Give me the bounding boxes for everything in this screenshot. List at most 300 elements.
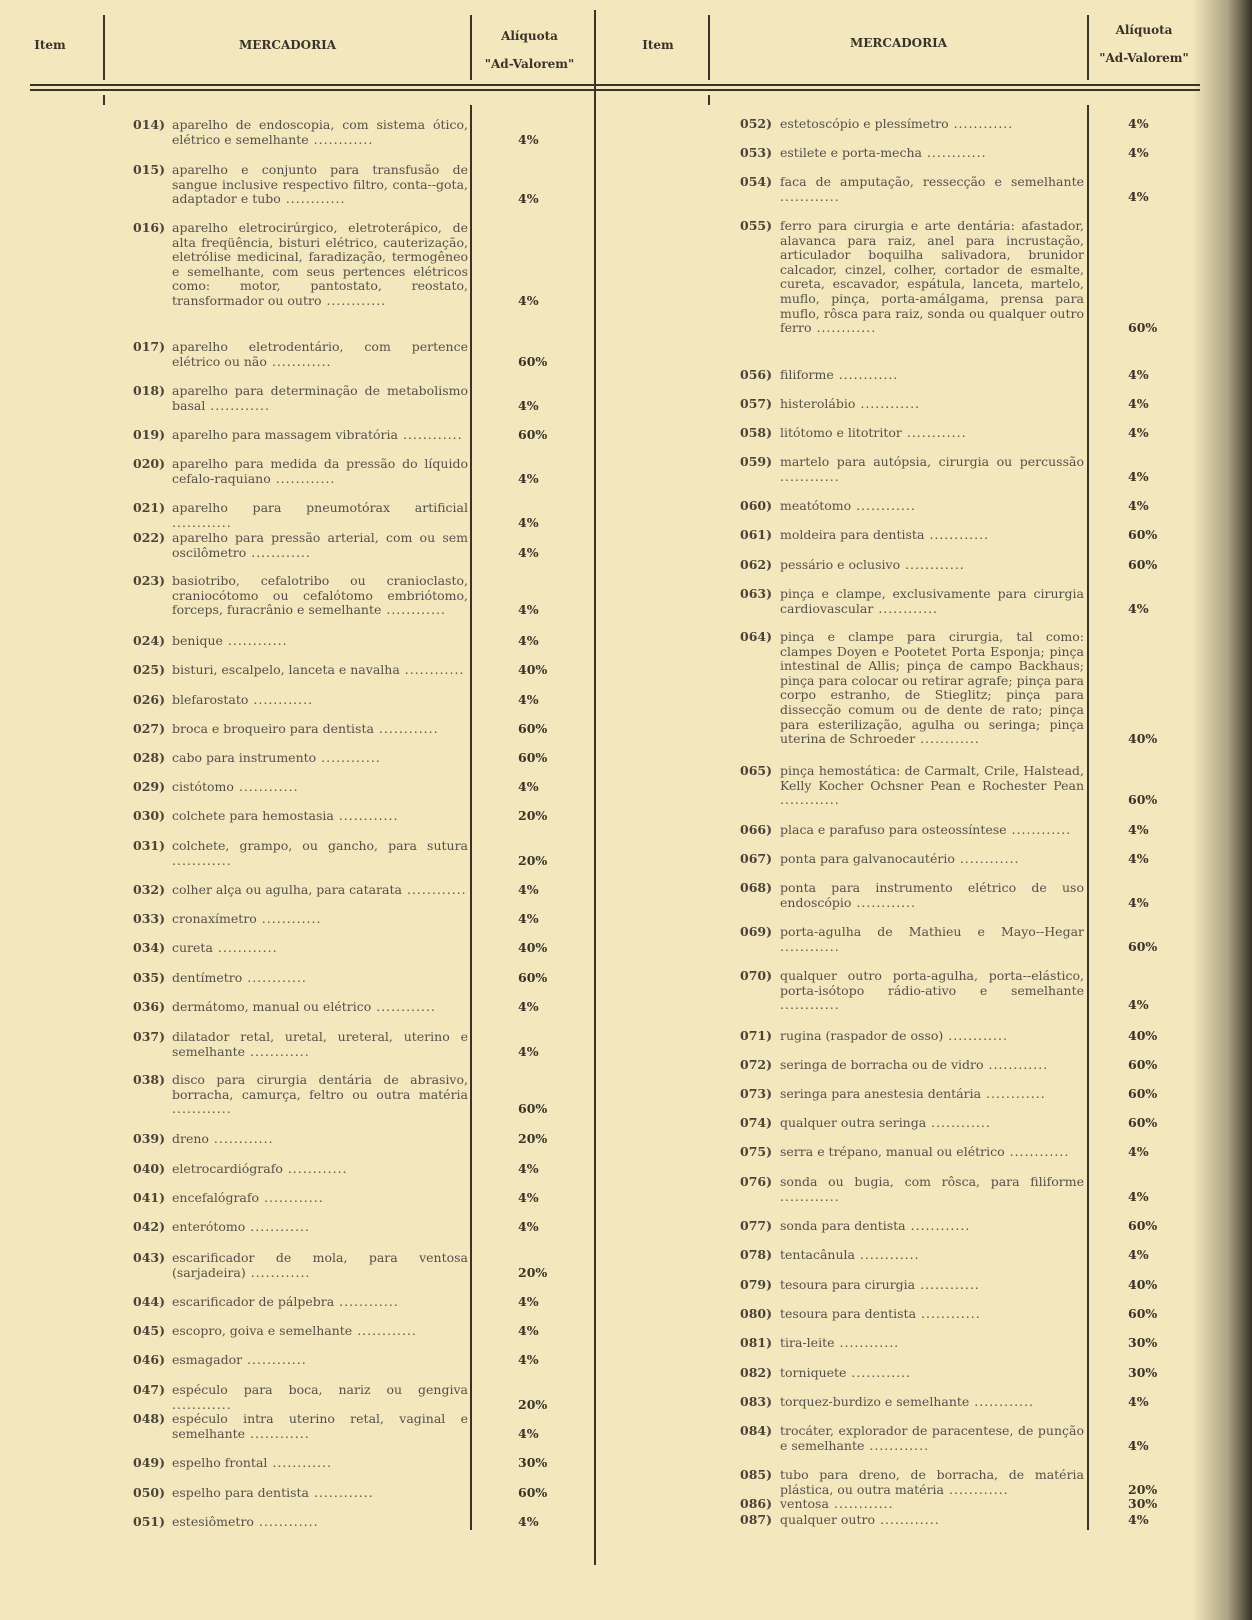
table-row (740, 1219, 1178, 1234)
item-description: cureta ..... (172, 941, 468, 956)
item-description: porta-agulha de Mathieu e Mayo--Hegar ..... (780, 925, 1084, 954)
item-description: basiotribo, cefalotribo ou cranioclasto, craniocótomo ou cefalótomo embriótomo, forceps, furacrânio e semelhante ..... (172, 574, 468, 618)
item-rate: 20% (518, 1264, 548, 1280)
item-number: 068) (740, 880, 773, 895)
item-description: broca e broqueiro para dentista ..... (172, 722, 468, 737)
item-rate: 20% (518, 808, 548, 823)
item-description: escopro, goiva e semelhante ..... (172, 1324, 468, 1339)
item-rate: 40% (1128, 1277, 1158, 1292)
table-row (740, 219, 1178, 336)
item-description: estetoscópio e plessímetro ..... (780, 117, 1084, 132)
table-row (740, 823, 1178, 838)
item-number: 028) (133, 750, 166, 765)
table-row (740, 1175, 1178, 1204)
item-description: estesiômetro ..... (172, 1515, 468, 1530)
table-row (133, 384, 568, 413)
item-description: esmagador ..... (172, 1353, 468, 1368)
item-number: 085) (740, 1467, 773, 1482)
item-number: 047) (133, 1382, 166, 1397)
table-row (133, 1412, 568, 1441)
item-number: 041) (133, 1190, 166, 1205)
item-description: aparelho eletrodentário, com pertence elétrico ou não ..... (172, 340, 468, 369)
table-row (740, 499, 1178, 514)
item-number: 025) (133, 662, 166, 677)
item-description: ponta para galvanocautério ..... (780, 852, 1084, 867)
item-number: 046) (133, 1352, 166, 1367)
item-description: colchete para hemostasia ..... (172, 809, 468, 824)
item-description: espelho frontal ..... (172, 1456, 468, 1471)
table-row (740, 925, 1178, 954)
table-row (133, 1030, 568, 1059)
item-number: 036) (133, 999, 166, 1014)
item-rate: 60% (518, 970, 548, 985)
table-row (133, 531, 568, 560)
item-number: 064) (740, 629, 773, 644)
item-description: martelo para autópsia, cirurgia ou percussão ..... (780, 455, 1084, 484)
item-rate: 4% (518, 1294, 539, 1309)
table-row (740, 1513, 1178, 1528)
item-number: 027) (133, 721, 166, 736)
item-number: 060) (740, 498, 773, 513)
item-description: pinça e clampe, exclusivamente para cirurgia cardiovascular ..... (780, 587, 1084, 616)
table-row (133, 1353, 568, 1368)
item-description: aparelho para medida da pressão do líquido cefalo-raquiano ..... (172, 457, 468, 486)
table-row (740, 528, 1178, 543)
table-row (740, 1366, 1178, 1381)
header-aliquota (472, 22, 587, 78)
item-description: serra e trépano, manual ou elétrico ..... (780, 1145, 1084, 1160)
item-rate: 4% (518, 1425, 539, 1441)
item-rate: 4% (518, 191, 539, 207)
item-number: 062) (740, 557, 773, 572)
table-row (740, 1087, 1178, 1102)
item-description: estilete e porta-mecha ..... (780, 146, 1084, 161)
item-rate: 20% (518, 852, 548, 868)
item-description: seringa de borracha ou de vidro ..... (780, 1058, 1084, 1073)
item-rate: 4% (1128, 1247, 1149, 1262)
table-row (740, 426, 1178, 441)
item-rate: 4% (518, 692, 539, 707)
item-rate: 4% (518, 1352, 539, 1367)
item-description: aparelho para determinação de metabolismo basal ..... (172, 384, 468, 413)
item-number: 074) (740, 1115, 773, 1130)
item-number: 018) (133, 383, 166, 398)
item-rate: 4% (518, 1514, 539, 1529)
table-row (133, 221, 568, 309)
item-number: 079) (740, 1277, 773, 1292)
item-description: aparelho e conjunto para transfusão de sangue inclusive respectivo filtro, conta--gota, adaptador e tubo ..... (172, 163, 468, 207)
item-rate: 60% (1128, 1086, 1158, 1101)
item-rate: 4% (518, 999, 539, 1014)
item-number: 080) (740, 1306, 773, 1321)
item-number: 077) (740, 1218, 773, 1233)
item-description: histerolábio ..... (780, 397, 1084, 412)
table-row (133, 428, 568, 443)
item-number: 040) (133, 1161, 166, 1176)
item-number: 024) (133, 633, 166, 648)
item-rate: 40% (1128, 1028, 1158, 1043)
item-rate: 4% (1128, 1437, 1149, 1453)
item-number: 063) (740, 586, 773, 601)
item-rate: 60% (1128, 1115, 1158, 1130)
item-description: qualquer outro ..... (780, 1513, 1084, 1528)
table-row (740, 852, 1178, 867)
table-row (740, 368, 1178, 383)
table-row (133, 1000, 568, 1015)
item-rate: 4% (1128, 188, 1149, 204)
item-number: 059) (740, 454, 773, 469)
item-number: 045) (133, 1323, 166, 1338)
table-row (133, 501, 568, 530)
item-rate: 60% (1128, 557, 1158, 572)
item-description: encefalógrafo ..... (172, 1191, 468, 1206)
item-number: 050) (133, 1485, 166, 1500)
item-number: 055) (740, 218, 773, 233)
item-description: cronaxímetro ..... (172, 912, 468, 927)
item-number: 071) (740, 1028, 773, 1043)
item-description: ferro para cirurgia e arte dentária: afastador, alavanca para raiz, anel para incrustação, articulador boquilha salivadora, brunidor calcador, cinzel, colher, cortador de esmalte, cureta, escavador, espátula, lanceta, martelo, muflo, pinça, porta-amálgama, prensa para muflo, rôsca para raiz, sonda ou qualquer outro ferro ..... (780, 219, 1084, 336)
item-number: 049) (133, 1455, 166, 1470)
item-rate: 4% (1128, 145, 1149, 160)
table-row (740, 1029, 1178, 1044)
item-rate: 4% (1128, 367, 1149, 382)
table-row (133, 1162, 568, 1177)
column-divider (708, 95, 710, 105)
table-row (133, 634, 568, 649)
item-number: 037) (133, 1029, 166, 1044)
item-rate: 60% (518, 427, 548, 442)
item-number: 023) (133, 573, 166, 588)
item-rate: 4% (1128, 822, 1149, 837)
table-row (740, 146, 1178, 161)
item-rate: 4% (518, 514, 539, 530)
table-row (133, 1324, 568, 1339)
item-number: 057) (740, 396, 773, 411)
item-description: aparelho de endoscopia, com sistema ótico, elétrico e semelhante ..... (172, 118, 468, 147)
item-rate: 4% (518, 911, 539, 926)
table-row (740, 1395, 1178, 1410)
item-number: 065) (740, 763, 773, 778)
item-description: tira-leite ..... (780, 1336, 1084, 1351)
header-rule (30, 84, 1200, 86)
item-description: escarificador de mola, para ventosa (sarjadeira) ..... (172, 1251, 468, 1280)
table-row (133, 163, 568, 207)
item-rate: 4% (518, 1161, 539, 1176)
table-row (740, 1058, 1178, 1073)
item-number: 052) (740, 116, 773, 131)
item-rate: 4% (1128, 468, 1149, 484)
table-row (133, 1515, 568, 1530)
table-row (740, 764, 1178, 808)
item-number: 072) (740, 1057, 773, 1072)
item-description: bisturi, escalpelo, lanceta e navalha ..... (172, 663, 468, 678)
table-row (740, 587, 1178, 616)
table-row (740, 1336, 1178, 1351)
item-rate: 4% (1128, 997, 1149, 1013)
item-description: dentímetro ..... (172, 971, 468, 986)
table-row (133, 1486, 568, 1501)
item-rate: 30% (1128, 1335, 1158, 1350)
table-row (740, 630, 1178, 747)
item-description: colchete, grampo, ou gancho, para sutura ..... (172, 839, 468, 868)
table-row (133, 941, 568, 956)
table-row (133, 574, 568, 618)
item-number: 035) (133, 970, 166, 985)
item-rate: 4% (518, 1219, 539, 1234)
item-rate: 4% (518, 544, 539, 560)
item-number: 021) (133, 500, 166, 515)
item-rate: 60% (1128, 1218, 1158, 1233)
item-number: 017) (133, 339, 166, 354)
item-description: pinça e clampe para cirurgia, tal como: clampes Doyen e Pootetet Porta Esponja; pinça intestinal de Allis; pinça de campo Backhaus; pinça para colocar ou retirar agrafe; pinça para corpo estranho, de Stieglitz; pinça para dissecção comum ou de dente de rato; pinça para esterilização, agulha ou seringa; pinça uterina de Schroeder ..... (780, 630, 1084, 747)
item-description: ponta para instrumento elétrico de uso endoscópio ..... (780, 881, 1084, 910)
item-number: 029) (133, 779, 166, 794)
item-number: 053) (740, 145, 773, 160)
item-rate: 4% (518, 779, 539, 794)
item-number: 075) (740, 1144, 773, 1159)
item-rate: 60% (1128, 1306, 1158, 1321)
table-row (740, 1307, 1178, 1322)
item-number: 014) (133, 117, 166, 132)
item-number: 058) (740, 425, 773, 440)
item-description: pessário e oclusivo ..... (780, 558, 1084, 573)
table-row (133, 1073, 568, 1117)
item-description: seringa para anestesia dentária ..... (780, 1087, 1084, 1102)
item-number: 070) (740, 968, 773, 983)
item-number: 016) (133, 220, 166, 235)
item-number: 048) (133, 1411, 166, 1426)
item-rate: 4% (518, 1323, 539, 1338)
item-number: 069) (740, 924, 773, 939)
table-row (133, 780, 568, 795)
table-row (133, 693, 568, 708)
item-rate: 60% (518, 1485, 548, 1500)
column-divider (103, 95, 105, 105)
item-description: espéculo intra uterino retal, vaginal e semelhante ..... (172, 1412, 468, 1441)
item-description: meatótomo ..... (780, 499, 1084, 514)
item-rate: 60% (1128, 938, 1158, 954)
item-number: 082) (740, 1365, 773, 1380)
item-description: qualquer outra seringa ..... (780, 1116, 1084, 1131)
item-number: 020) (133, 456, 166, 471)
item-rate: 30% (518, 1455, 548, 1470)
item-description: filiforme ..... (780, 368, 1084, 383)
table-row (740, 397, 1178, 412)
header-aliquota-line1: Alíquota (1115, 23, 1173, 37)
item-description: aparelho eletrocirúrgico, eletroterápico, de alta freqüência, bisturi elétrico, cauterização, eletrólise medicinal, faradização, termogêneo e semelhante, com seus pertences elétricos como: motor, pantostato, reostato, transformador ou outro ..... (172, 221, 468, 309)
item-description: aparelho para pneumotórax artificial ..... (172, 501, 468, 530)
item-description: tesoura para cirurgia ..... (780, 1278, 1084, 1293)
table-row (133, 722, 568, 737)
item-description: torquez-burdizo e semelhante ..... (780, 1395, 1084, 1410)
item-number: 042) (133, 1219, 166, 1234)
item-rate: 40% (518, 940, 548, 955)
header-aliquota-line1: Alíquota (501, 29, 558, 43)
item-number: 043) (133, 1250, 166, 1265)
header-rule (30, 89, 1200, 91)
item-rate: 4% (1128, 600, 1149, 616)
table-row (740, 1424, 1178, 1453)
table-row (740, 1145, 1178, 1160)
item-description: rugina (raspador de osso) ..... (780, 1029, 1084, 1044)
item-description: colher alça ou agulha, para catarata ..... (172, 883, 468, 898)
item-rate: 60% (518, 721, 548, 736)
item-rate: 4% (1128, 498, 1149, 513)
item-number: 051) (133, 1514, 166, 1529)
table-row (133, 1295, 568, 1310)
table-row (133, 340, 568, 369)
item-number: 038) (133, 1072, 166, 1087)
table-row (740, 1278, 1178, 1293)
item-number: 056) (740, 367, 773, 382)
item-number: 066) (740, 822, 773, 837)
table-row (740, 1116, 1178, 1131)
item-description: tesoura para dentista ..... (780, 1307, 1084, 1322)
item-number: 039) (133, 1131, 166, 1146)
item-rate: 4% (1128, 894, 1149, 910)
item-rate: 4% (1128, 425, 1149, 440)
item-description: aparelho para massagem vibratória ..... (172, 428, 468, 443)
item-rate: 4% (1128, 1188, 1149, 1204)
item-description: disco para cirurgia dentária de abrasivo, borracha, camurça, feltro ou outra matéria ..... (172, 1073, 468, 1117)
item-rate: 60% (1128, 792, 1158, 808)
item-rate: 40% (518, 662, 548, 677)
table-row (133, 1132, 568, 1147)
item-rate: 4% (1128, 1144, 1149, 1159)
item-number: 019) (133, 427, 166, 442)
table-row (133, 839, 568, 868)
item-number: 084) (740, 1423, 773, 1438)
item-rate: 4% (1128, 851, 1149, 866)
table-row (133, 883, 568, 898)
item-description: trocáter, explorador de paracentese, de punção e semelhante ..... (780, 1424, 1084, 1453)
table-row (740, 117, 1178, 132)
item-description: espelho para dentista ..... (172, 1486, 468, 1501)
table-row (133, 912, 568, 927)
table-row (740, 175, 1178, 204)
table-row (133, 457, 568, 486)
item-number: 081) (740, 1335, 773, 1350)
item-description: qualquer outro porta-agulha, porta--elástico, porta-isótopo rádio-ativo e semelhante ..... (780, 969, 1084, 1013)
item-number: 054) (740, 174, 773, 189)
item-rate: 20% (518, 1131, 548, 1146)
item-rate: 30% (1128, 1365, 1158, 1380)
table-row (740, 1497, 1178, 1512)
item-description: espéculo para boca, nariz ou gengiva ..... (172, 1383, 468, 1412)
header-item: Item (642, 38, 674, 52)
item-rate: 4% (518, 1043, 539, 1059)
item-rate: 4% (1128, 116, 1149, 131)
table-row (133, 663, 568, 678)
item-number: 034) (133, 940, 166, 955)
item-rate: 40% (1128, 731, 1158, 747)
item-number: 033) (133, 911, 166, 926)
item-rate: 20% (1128, 1481, 1158, 1497)
item-description: escarificador de pálpebra ..... (172, 1295, 468, 1310)
item-description: faca de amputação, ressecção e semelhante ..... (780, 175, 1084, 204)
item-rate: 4% (518, 602, 539, 618)
item-rate: 4% (1128, 1512, 1149, 1527)
header-mercadoria: MERCADORIA (238, 38, 337, 52)
table-row (740, 881, 1178, 910)
item-rate: 4% (518, 1190, 539, 1205)
header-aliquota-line2: "Ad-Valorem" (1099, 51, 1189, 65)
item-rate: 4% (518, 882, 539, 897)
item-description: pinça hemostática: de Carmalt, Crile, Halstead, Kelly Kocher Ochsner Pean e Rochester Pean ..... (780, 764, 1084, 808)
item-rate: 4% (518, 131, 539, 147)
item-rate: 60% (518, 750, 548, 765)
table-row (133, 118, 568, 147)
item-number: 078) (740, 1247, 773, 1262)
item-number: 087) (740, 1512, 773, 1527)
item-rate: 4% (518, 470, 539, 486)
item-description: cistótomo ..... (172, 780, 468, 795)
item-rate: 4% (518, 292, 539, 308)
item-rate: 4% (518, 397, 539, 413)
table-row (740, 1468, 1178, 1497)
item-rate: 20% (518, 1396, 548, 1412)
item-description: enterótomo ..... (172, 1220, 468, 1235)
header-aliquota-line2: "Ad-Valorem" (484, 57, 575, 71)
item-description: litótomo e litotritor ..... (780, 426, 1084, 441)
item-rate: 30% (1128, 1496, 1158, 1511)
item-description: moldeira para dentista ..... (780, 528, 1084, 543)
item-description: cabo para instrumento ..... (172, 751, 468, 766)
table-row (133, 809, 568, 824)
item-description: sonda ou bugia, com rôsca, para filiforme ..... (780, 1175, 1084, 1204)
item-description: torniquete ..... (780, 1366, 1084, 1381)
item-number: 073) (740, 1086, 773, 1101)
table-row (133, 1383, 568, 1412)
item-rate: 60% (1128, 320, 1158, 336)
item-description: dermátomo, manual ou elétrico ..... (172, 1000, 468, 1015)
item-rate: 60% (518, 353, 548, 369)
item-number: 032) (133, 882, 166, 897)
item-description: tubo para dreno, de borracha, de matéria plástica, ou outra matéria ..... (780, 1468, 1084, 1497)
item-description: sonda para dentista ..... (780, 1219, 1084, 1234)
item-rate: 4% (1128, 1394, 1149, 1409)
header-aliquota (1089, 16, 1199, 72)
item-description: dilatador retal, uretal, ureteral, uterino e semelhante ..... (172, 1030, 468, 1059)
table-row (740, 1248, 1178, 1263)
item-number: 044) (133, 1294, 166, 1309)
item-rate: 60% (1128, 527, 1158, 542)
item-number: 030) (133, 808, 166, 823)
item-number: 086) (740, 1496, 773, 1511)
item-number: 083) (740, 1394, 773, 1409)
item-description: tentacânula ..... (780, 1248, 1084, 1263)
table-row (133, 751, 568, 766)
page-edge-shadow (1192, 0, 1252, 1620)
item-description: ventosa ..... (780, 1497, 1084, 1512)
item-rate: 4% (1128, 396, 1149, 411)
item-description: placa e parafuso para osteossíntese ..... (780, 823, 1084, 838)
item-description: blefarostato ..... (172, 693, 468, 708)
item-rate: 4% (518, 633, 539, 648)
item-number: 061) (740, 527, 773, 542)
table-row (133, 1456, 568, 1471)
item-description: dreno ..... (172, 1132, 468, 1147)
table-row (740, 969, 1178, 1013)
item-description: benique ..... (172, 634, 468, 649)
table-row (740, 455, 1178, 484)
table-row (133, 1220, 568, 1235)
item-number: 031) (133, 838, 166, 853)
header-mercadoria: MERCADORIA (849, 36, 948, 50)
table-row (133, 971, 568, 986)
item-rate: 60% (1128, 1057, 1158, 1072)
item-number: 076) (740, 1174, 773, 1189)
